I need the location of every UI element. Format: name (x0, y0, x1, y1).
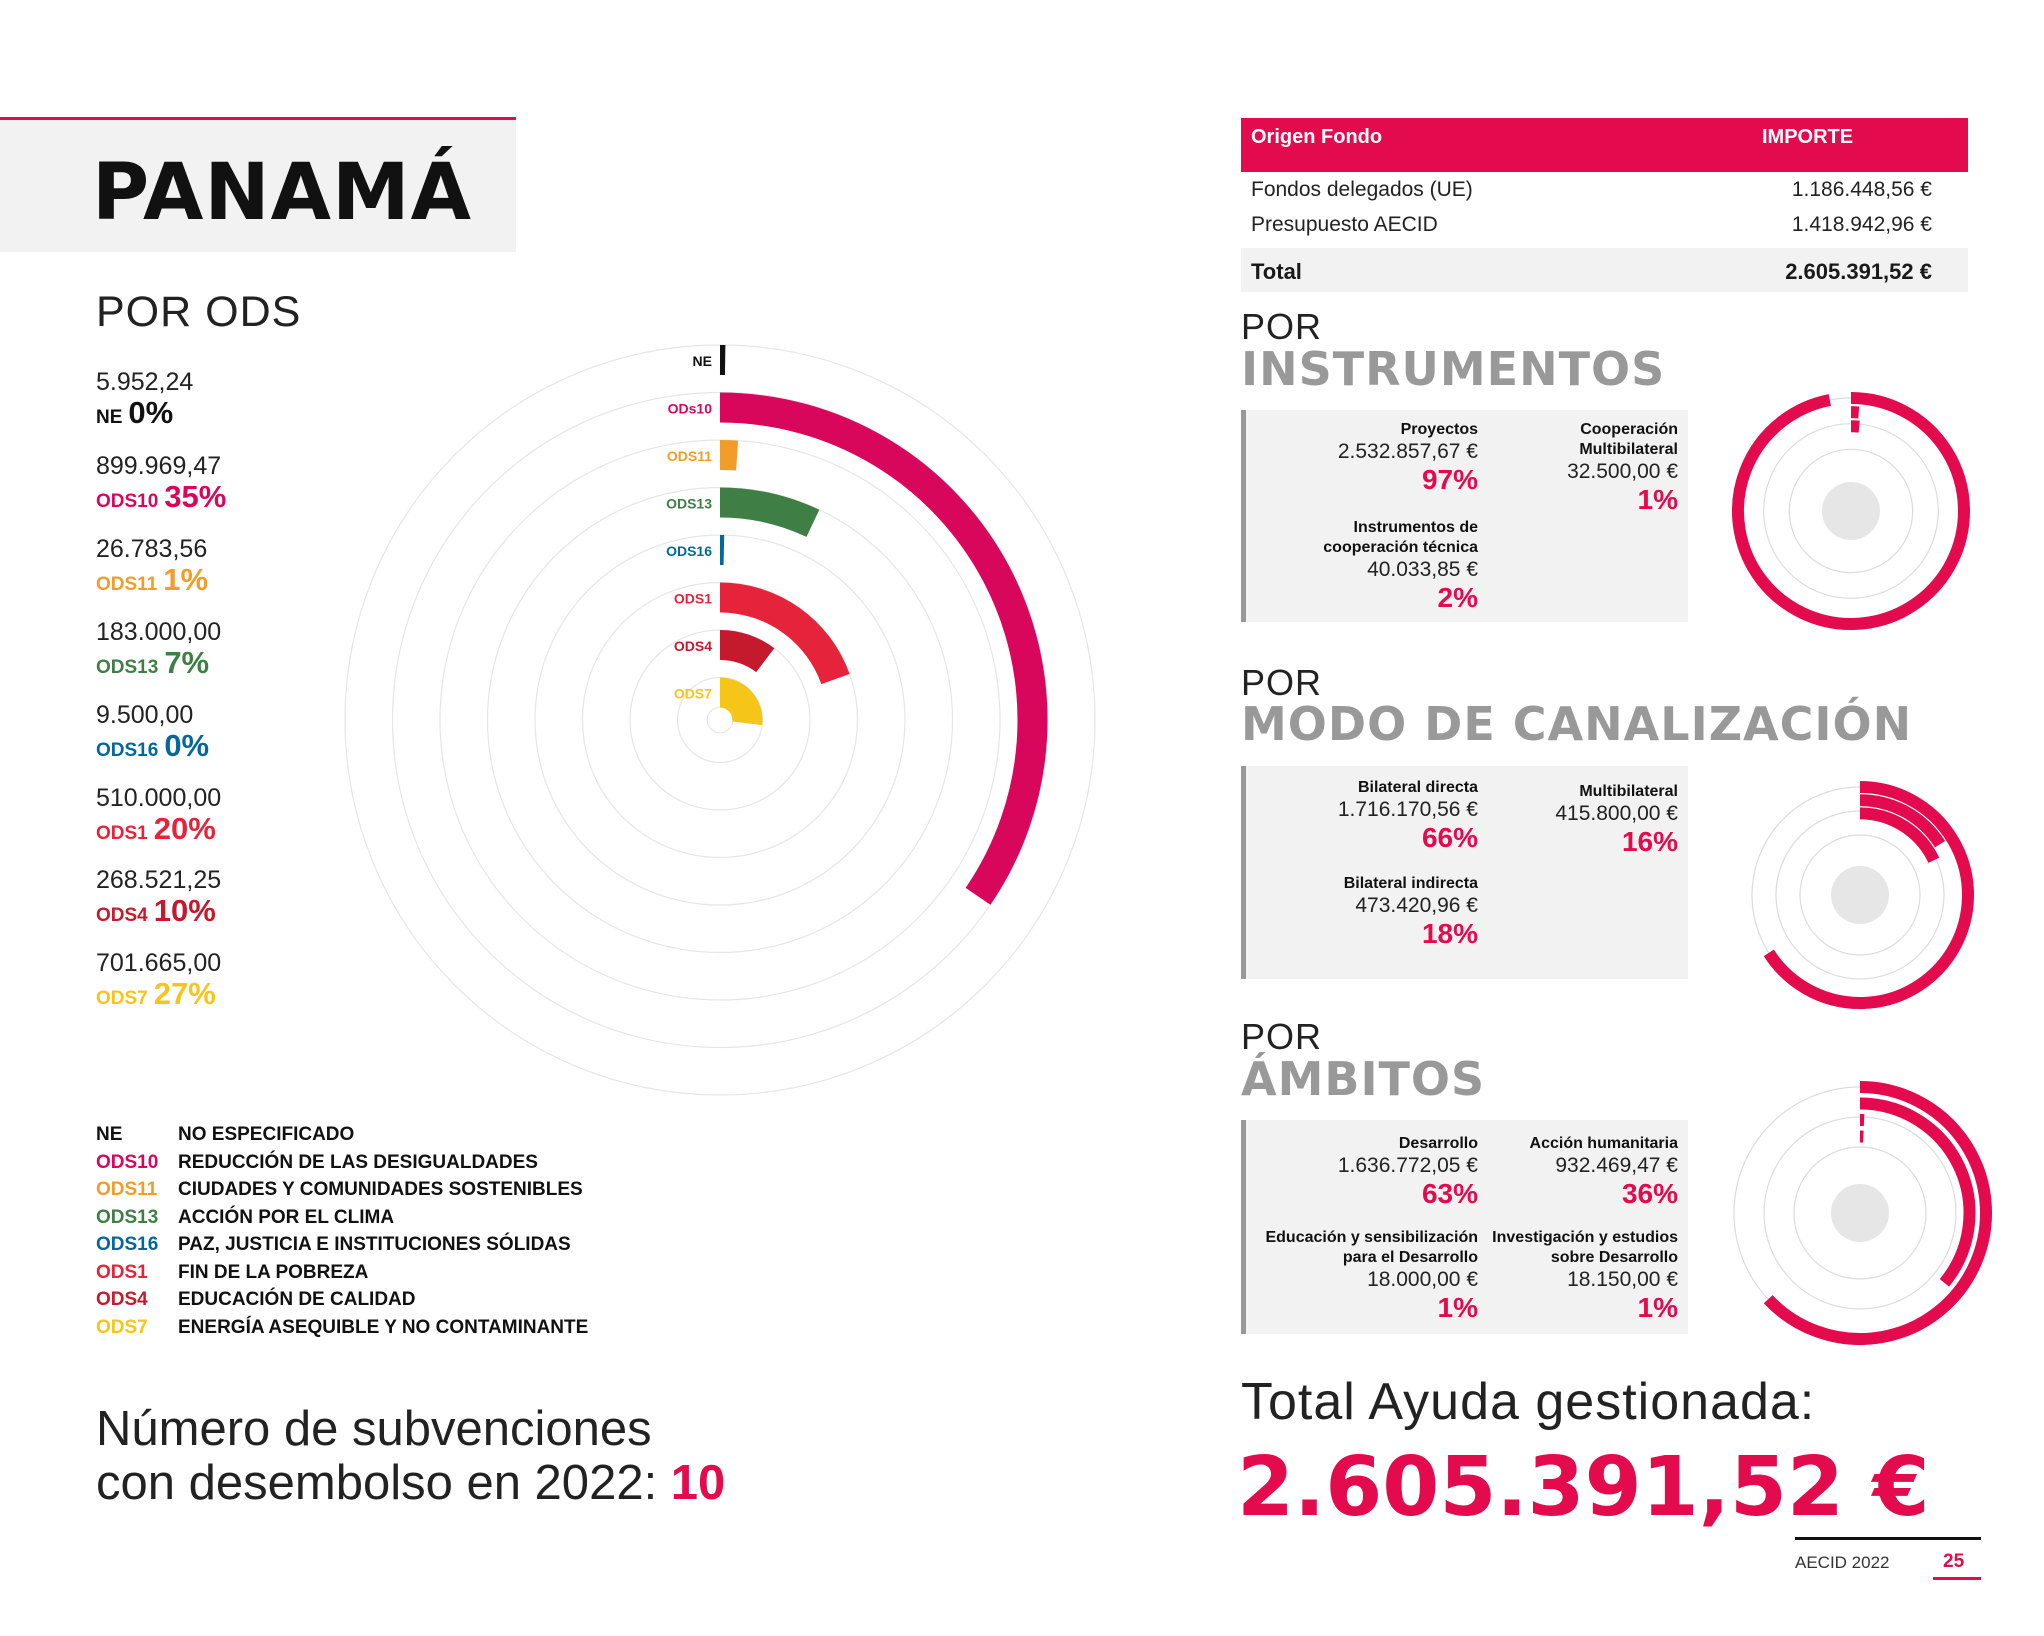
instrumentos-ring-chart (1726, 386, 1976, 636)
stat-value: 473.420,96 € (1355, 894, 1478, 917)
subsidies-line2: con desembolso en 2022: (96, 1456, 671, 1510)
ring-center (1831, 866, 1889, 924)
legend-code: ODS1 (96, 1261, 148, 1283)
fund-col-origin: Origen Fondo (1251, 126, 1383, 148)
ods-percent: 20% (153, 811, 216, 846)
ods-list-item (96, 949, 356, 1017)
radial-bar-label: ODS11 (666, 448, 712, 464)
ods-list-item (96, 784, 356, 852)
instrumentos-por: POR (1241, 306, 1323, 347)
stat-value: 18.150,00 € (1567, 1268, 1678, 1291)
stat-accion-humanitaria (1478, 1134, 1678, 1210)
fund-col-amount: IMPORTE (1762, 126, 1854, 148)
ods-list-item (96, 535, 356, 603)
stat-value: 18.000,00 € (1367, 1268, 1478, 1291)
stat-cooperacion-multibilateral (1498, 420, 1678, 516)
fund-row-label: Presupuesto AECID (1251, 213, 1438, 236)
radial-bar-label: ODS4 (673, 638, 712, 654)
legend-name: FIN DE LA POBREZA (178, 1261, 369, 1283)
ods-amount: 268.521,25 (96, 866, 222, 894)
stat-value: 932.469,47 € (1555, 1154, 1678, 1177)
stat-pct: 97% (1421, 464, 1478, 495)
ods-code: ODS1 (96, 823, 148, 844)
total-ayuda-label: Total Ayuda gestionada: (1241, 1373, 1816, 1431)
stat-value: 1.716.170,56 € (1337, 798, 1478, 821)
stat-investigacion-estudios (1478, 1228, 1678, 1324)
ods-percent: 35% (164, 479, 227, 514)
total-ayuda-value: 2.605.391,52 € (1237, 1440, 1930, 1535)
stat-pct: 2% (1437, 582, 1478, 613)
radial-bar-label: ODS13 (666, 495, 712, 512)
ambitos-title: ÁMBITOS (1241, 1052, 1486, 1106)
stat-value: 2.532.857,67 € (1337, 440, 1478, 463)
stat-value: 32.500,00 € (1567, 460, 1678, 483)
legend-name: PAZ, JUSTICIA E INSTITUCIONES SÓLIDAS (178, 1234, 571, 1255)
stat-bilateral-indirecta (1258, 874, 1478, 950)
legend-name: EDUCACIÓN DE CALIDAD (178, 1289, 416, 1310)
radial-bar (720, 503, 813, 524)
stat-value: 415.800,00 € (1555, 802, 1678, 825)
ods-amount: 9.500,00 (96, 701, 194, 729)
radial-bar (720, 645, 765, 660)
stat-label: Proyectos (1400, 421, 1478, 438)
ods-amount: 5.952,24 (96, 368, 194, 396)
legend-code: ODS10 (96, 1151, 159, 1173)
ods-percent: 0% (128, 395, 174, 430)
stat-label: Cooperación Multibilateral (1579, 421, 1678, 458)
legend-name: REDUCCIÓN DE LAS DESIGUALDADES (178, 1151, 538, 1173)
legend-name: ACCIÓN POR EL CLIMA (178, 1206, 395, 1228)
radial-bar-label: ODS7 (673, 685, 712, 702)
table-row (1241, 207, 1968, 242)
ods-amount: 183.000,00 (96, 618, 222, 646)
fund-row-label: Fondos delegados (UE) (1251, 178, 1473, 201)
stat-proyectos (1258, 420, 1478, 496)
radial-bar (720, 455, 737, 456)
legend-item (96, 1317, 588, 1339)
ods-list-item (96, 368, 356, 436)
ods-percent: 1% (163, 562, 209, 597)
legend-item (96, 1289, 416, 1311)
ambitos-por: POR (1241, 1016, 1323, 1057)
page-number-underline (1933, 1577, 1981, 1580)
legend-item (96, 1234, 571, 1256)
canalizacion-title: MODO DE CANALIZACIÓN (1241, 697, 1913, 751)
legend-name: NO ESPECIFICADO (178, 1124, 355, 1145)
legend-item (96, 1207, 394, 1229)
ods-code: ODS7 (96, 988, 148, 1009)
stat-pct: 16% (1621, 826, 1678, 857)
stat-desarrollo (1258, 1134, 1478, 1210)
radial-bar-label: NE (692, 353, 712, 369)
instrumentos-title: INSTRUMENTOS (1241, 342, 1666, 396)
grid-ring (440, 440, 1000, 1000)
stat-label: Multibilateral (1579, 783, 1678, 800)
page-title: PANAMÁ (92, 148, 473, 238)
legend-item (96, 1124, 354, 1146)
stat-pct: 66% (1421, 822, 1478, 853)
ring-center (1822, 482, 1880, 540)
ods-list-item (96, 701, 356, 769)
stat-value: 1.636.772,05 € (1337, 1154, 1478, 1177)
subsidies-number: 10 (670, 1456, 726, 1510)
ambitos-ring-chart (1722, 1075, 1998, 1351)
canalizacion-box (1241, 766, 1688, 979)
ods-heading: POR ODS (96, 288, 302, 336)
ring-center (1831, 1184, 1889, 1242)
stat-label: Bilateral indirecta (1343, 875, 1478, 892)
ods-percent: 7% (164, 645, 210, 680)
subsidies-count (96, 1402, 725, 1510)
stat-pct: 36% (1621, 1178, 1678, 1209)
ods-amount: 701.665,00 (96, 949, 222, 977)
fund-total-label: Total (1251, 259, 1302, 284)
ods-code: ODS11 (96, 574, 158, 595)
radial-bar-label: ODs10 (667, 400, 712, 417)
ods-list-item (96, 866, 356, 934)
legend-code: NE (96, 1124, 123, 1145)
stat-pct: 1% (1437, 1292, 1478, 1323)
canalizacion-por: POR (1241, 662, 1323, 703)
radial-bar-label: ODS16 (666, 543, 712, 559)
radial-bar-label: ODS1 (673, 590, 712, 607)
legend-item (96, 1152, 538, 1174)
stat-label: Investigación y estudios sobre Desarrollo (1492, 1229, 1678, 1266)
grid-ring (535, 535, 905, 905)
ods-code: ODS13 (96, 657, 159, 678)
stat-bilateral-directa (1258, 778, 1478, 854)
legend-code: ODS11 (96, 1179, 158, 1200)
fund-table-header (1241, 118, 1968, 172)
ods-amount: 510.000,00 (96, 784, 222, 812)
grid-ring (345, 345, 1095, 1095)
ods-amount: 26.783,56 (96, 535, 208, 563)
legend-code: ODS13 (96, 1206, 159, 1228)
ods-percent: 0% (164, 728, 210, 763)
ods-list-item (96, 452, 356, 520)
footer-rule (1795, 1537, 1981, 1540)
stat-label: Educación y sensibilización para el Desarrollo (1265, 1229, 1478, 1266)
ods-code: ODS16 (96, 740, 159, 761)
stat-pct: 1% (1637, 484, 1678, 515)
stat-label: Instrumentos de cooperación técnica (1323, 519, 1478, 556)
grid-ring (488, 488, 953, 953)
legend-code: ODS7 (96, 1316, 148, 1338)
fund-row-value: 1.186.448,56 € (1791, 178, 1932, 201)
ods-list-item (96, 618, 356, 686)
legend-name: ENERGÍA ASEQUIBLE Y NO CONTAMINANTE (178, 1316, 589, 1338)
subsidies-line1: Número de subvenciones (96, 1402, 652, 1456)
ods-code: NE (96, 407, 123, 428)
stat-multibilateral (1498, 782, 1678, 858)
footer-label: AECID 2022 (1795, 1553, 1890, 1572)
fund-total-value: 2.605.391,52 € (1785, 259, 1932, 284)
stat-educacion-sensibilizacion (1258, 1228, 1478, 1324)
grid-ring (630, 630, 810, 810)
radial-bar (720, 693, 748, 724)
ods-radial-chart (320, 320, 1120, 1120)
stat-pct: 1% (1637, 1292, 1678, 1323)
stat-instrumentos-tecnica (1278, 518, 1478, 614)
ods-code: ODS10 (96, 491, 159, 512)
stat-label: Bilateral directa (1357, 779, 1478, 796)
page-number: 25 (1943, 1551, 1965, 1572)
ods-percent: 10% (153, 893, 216, 928)
stat-pct: 18% (1421, 918, 1478, 949)
stat-label: Desarrollo (1398, 1135, 1478, 1152)
instrumentos-box (1241, 410, 1688, 622)
legend-item (96, 1179, 583, 1201)
stat-pct: 63% (1421, 1178, 1478, 1209)
stat-value: 40.033,85 € (1367, 558, 1478, 581)
ods-percent: 27% (153, 976, 216, 1011)
legend-name: CIUDADES Y COMUNIDADES SOSTENIBLES (178, 1179, 583, 1200)
stat-label: Acción humanitaria (1529, 1135, 1678, 1152)
ods-code: ODS4 (96, 905, 148, 926)
ambitos-box (1241, 1120, 1688, 1334)
legend-code: ODS4 (96, 1289, 148, 1310)
fund-origin-table (1241, 118, 1968, 292)
legend-item (96, 1262, 368, 1284)
ods-amount: 899.969,47 (96, 452, 222, 480)
table-row (1241, 172, 1968, 207)
fund-total-row (1241, 248, 1968, 292)
canalizacion-ring-chart (1740, 775, 1980, 1015)
legend-code: ODS16 (96, 1234, 159, 1255)
fund-row-value: 1.418.942,96 € (1791, 213, 1932, 236)
